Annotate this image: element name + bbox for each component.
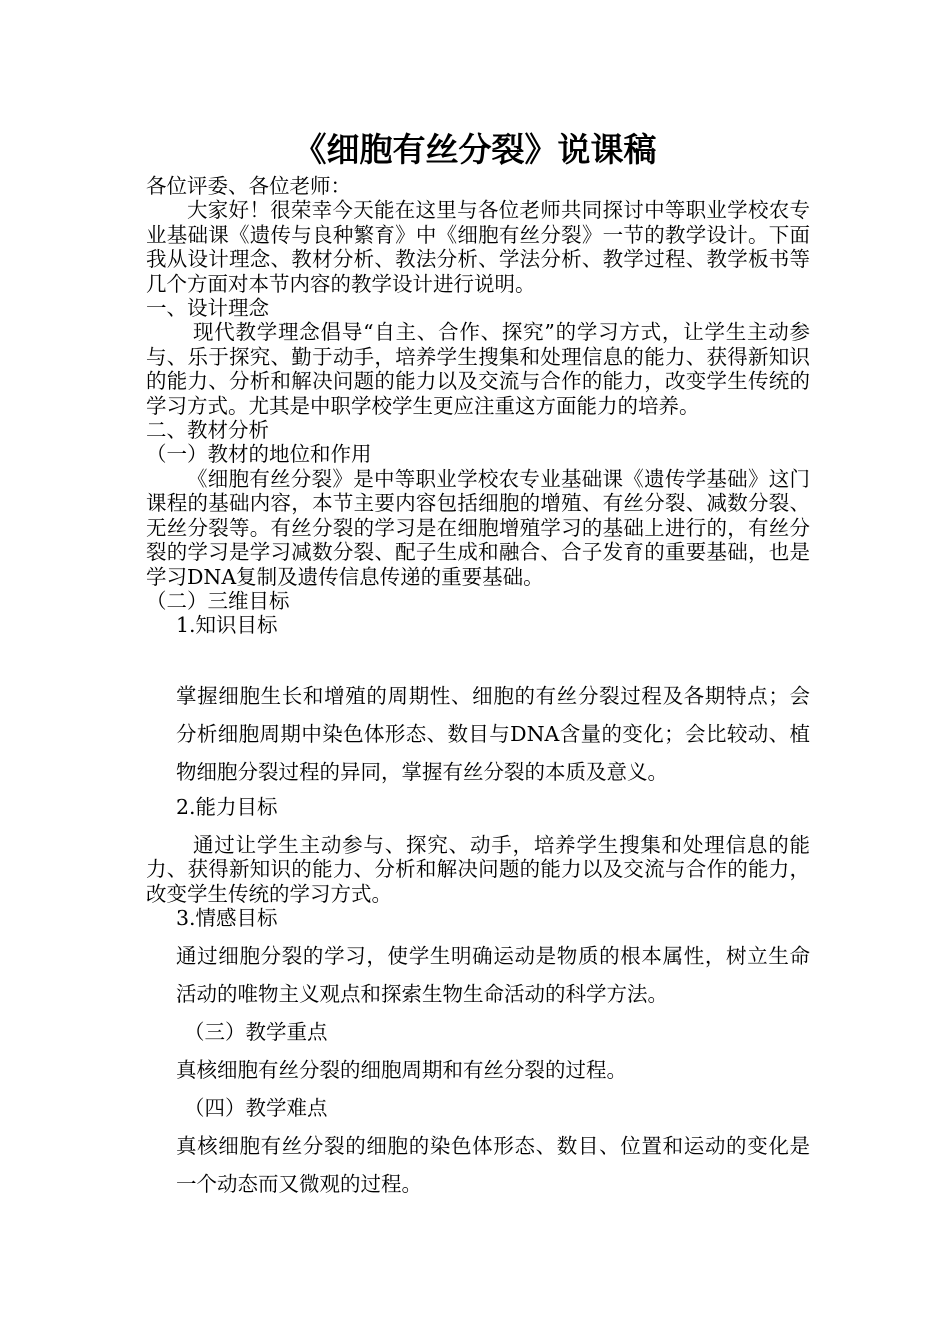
document-title: 《细胞有丝分裂》说课稿 [293,130,657,169]
goal1-heading: 1.知识目标 [176,613,278,638]
section-heading-design: 一、设计理念 [146,296,269,321]
section-dense-3 [146,937,810,1203]
subheading-goals: （二）三维目标 [146,588,290,613]
difficulties-paragraph: 真核细胞有丝分裂的细胞的染色体形态、数目、位置和运动的变化是一个动态而又微观的过程。 [176,1134,810,1196]
section-dense-1 [146,174,810,638]
greeting: 各位评委、各位老师： [146,174,351,198]
goal2-heading: 2.能力目标 [176,795,278,819]
goal3-paragraph: 通过细胞分裂的学习，使学生明确运动是物质的根本属性，树立生命活动的唯物主义观点和探索生物生命活动的科学方法。 [176,944,810,1006]
section-dense-2 [146,833,810,931]
goal1-paragraph: 掌握细胞生长和增殖的周期性、细胞的有丝分裂过程及各期特点；会分析细胞周期中染色体形态、数目与DNA含量的变化；会比较动、植物细胞分裂过程的异同，掌握有丝分裂的本质及意义。 [176,684,810,784]
design-paragraph: 现代教学理念倡导“自主、合作、探究”的学习方式，让学生主动参与、乐于探究、勤于动手，培养学生搜集和处理信息的能力、获得新知识的能力、分析和解决问题的能力以及交流与合作的能力，改变学生传统的学习方式。尤其是中职学校学生更应注重这方面能力的培养。 [146,320,810,418]
subheading-position: （一）教材的地位和作用 [146,442,372,467]
goal3-heading: 3.情感目标 [176,906,278,931]
subheading-difficulties: （四）教学难点 [184,1096,328,1120]
section-goal1-body [146,677,810,791]
key-points-paragraph: 真核细胞有丝分裂的细胞周期和有丝分裂的过程。 [176,1058,627,1082]
section-heading-materials: 二、教材分析 [146,418,269,443]
subheading-key-points: （三）教学重点 [184,1020,328,1044]
section-goal2 [146,795,810,819]
position-paragraph: 《细胞有丝分裂》是中等职业学校农专业基础课《遗传学基础》这门课程的基础内容，本节主要内容包括细胞的增殖、有丝分裂、减数分裂、无丝分裂等。有丝分裂的学习是在细胞增殖学习的基础上进行的，有丝分裂的学习是学习减数分裂、配子生成和融合、合子发育的重要基础，也是学习DNA复制及遗传信息传递的重要基础。 [146,466,810,589]
intro-paragraph: 大家好！很荣幸今天能在这里与各位老师共同探讨中等职业学校农专业基础课《遗传与良种繁育》中《细胞有丝分裂》一节的教学设计。下面我从设计理念、教材分析、教法分析、学法分析、教学过程、教学板书等几个方面对本节内容的教学设计进行说明。 [146,198,810,296]
goal2-paragraph: 通过让学生主动参与、探究、动手，培养学生搜集和处理信息的能力、获得新知识的能力、分析和解决问题的能力以及交流与合作的能力，改变学生传统的学习方式。 [146,833,810,906]
